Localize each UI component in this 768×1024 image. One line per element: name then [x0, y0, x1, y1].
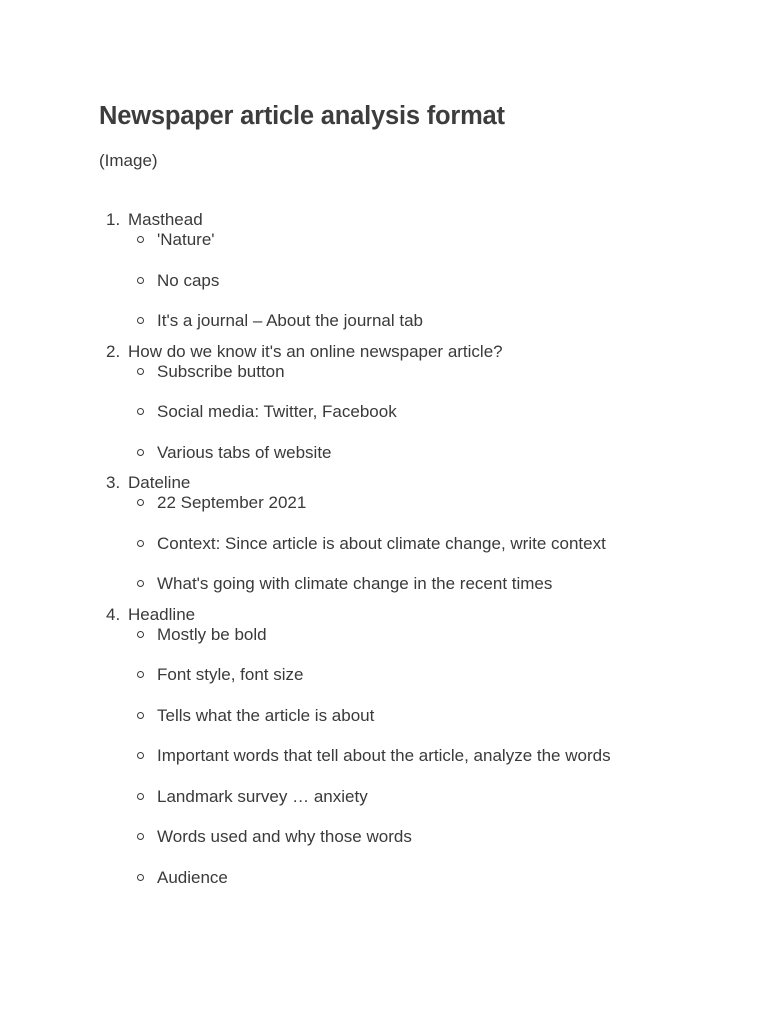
list-item: [99, 827, 719, 847]
section-number: 2.: [106, 341, 121, 361]
section-number: 4.: [106, 604, 121, 624]
list-item-text: Landmark survey … anxiety: [157, 786, 368, 806]
list-item: [99, 362, 719, 382]
hollow-circle-bullet-icon: [137, 317, 144, 324]
hollow-circle-bullet-icon: [137, 580, 144, 587]
hollow-circle-bullet-icon: [137, 499, 144, 506]
list-item-text: Mostly be bold: [157, 624, 267, 644]
list-item-text: Font style, font size: [157, 665, 304, 684]
hollow-circle-bullet-icon: [137, 277, 144, 284]
hollow-circle-bullet-icon: [137, 712, 144, 719]
hollow-circle-bullet-icon: [137, 833, 144, 840]
section-number: 3.: [106, 473, 121, 492]
list-item-text: Tells what the article is about: [157, 705, 375, 725]
list-item: [99, 311, 719, 331]
list-item: [99, 868, 719, 888]
list-item-text: Social media: Twitter, Facebook: [157, 402, 397, 421]
list-item: [99, 271, 719, 291]
list-item: [99, 746, 719, 766]
list-item-text: 'Nature': [157, 230, 215, 249]
hollow-circle-bullet-icon: [137, 540, 144, 547]
hollow-circle-bullet-icon: [137, 752, 144, 759]
list-item-text: Audience: [157, 867, 228, 887]
section-heading-text: Masthead: [128, 210, 203, 229]
section-heading: [99, 342, 719, 362]
sub-list: [99, 230, 719, 331]
list-item-text: Various tabs of website: [157, 442, 332, 462]
image-placeholder: (Image): [99, 151, 158, 170]
list-item-text: Important words that tell about the article, analyze the words: [157, 746, 611, 765]
outline-section: [99, 605, 719, 888]
list-item-text: Subscribe button: [157, 361, 285, 381]
hollow-circle-bullet-icon: [137, 368, 144, 375]
list-item: [99, 665, 719, 685]
list-item: [99, 402, 719, 422]
hollow-circle-bullet-icon: [137, 874, 144, 881]
hollow-circle-bullet-icon: [137, 236, 144, 243]
list-item: [99, 493, 719, 513]
list-item: [99, 625, 719, 645]
sub-list: [99, 362, 719, 463]
outline-section: [99, 210, 719, 331]
list-item: [99, 230, 719, 250]
section-heading-text: How do we know it's an online newspaper article?: [128, 341, 503, 361]
outline-section: [99, 342, 719, 463]
page-title: Newspaper article analysis format: [99, 102, 505, 130]
section-heading-text: Headline: [128, 604, 196, 624]
list-item: [99, 787, 719, 807]
sub-list: [99, 625, 719, 888]
section-heading: [99, 473, 719, 493]
section-number: 1.: [106, 210, 121, 229]
outline-section: [99, 473, 719, 594]
list-item: [99, 443, 719, 463]
hollow-circle-bullet-icon: [137, 449, 144, 456]
list-item-text: Words used and why those words: [157, 827, 412, 846]
list-item-text: What's going with climate change in the recent times: [157, 574, 553, 593]
list-item-text: No caps: [157, 270, 220, 290]
hollow-circle-bullet-icon: [137, 631, 144, 638]
hollow-circle-bullet-icon: [137, 671, 144, 678]
sub-list: [99, 493, 719, 594]
list-item: [99, 706, 719, 726]
list-item-text: 22 September 2021: [157, 493, 307, 512]
list-item-text: It's a journal – About the journal tab: [157, 311, 423, 330]
hollow-circle-bullet-icon: [137, 793, 144, 800]
list-item: [99, 574, 719, 594]
list-item: [99, 534, 719, 554]
outline-list: [99, 210, 719, 888]
section-heading: [99, 210, 719, 230]
section-heading: [99, 605, 719, 625]
section-heading-text: Dateline: [128, 473, 191, 492]
document-page: [99, 96, 719, 898]
list-item-text: Context: Since article is about climate change, write context: [157, 533, 606, 553]
hollow-circle-bullet-icon: [137, 408, 144, 415]
